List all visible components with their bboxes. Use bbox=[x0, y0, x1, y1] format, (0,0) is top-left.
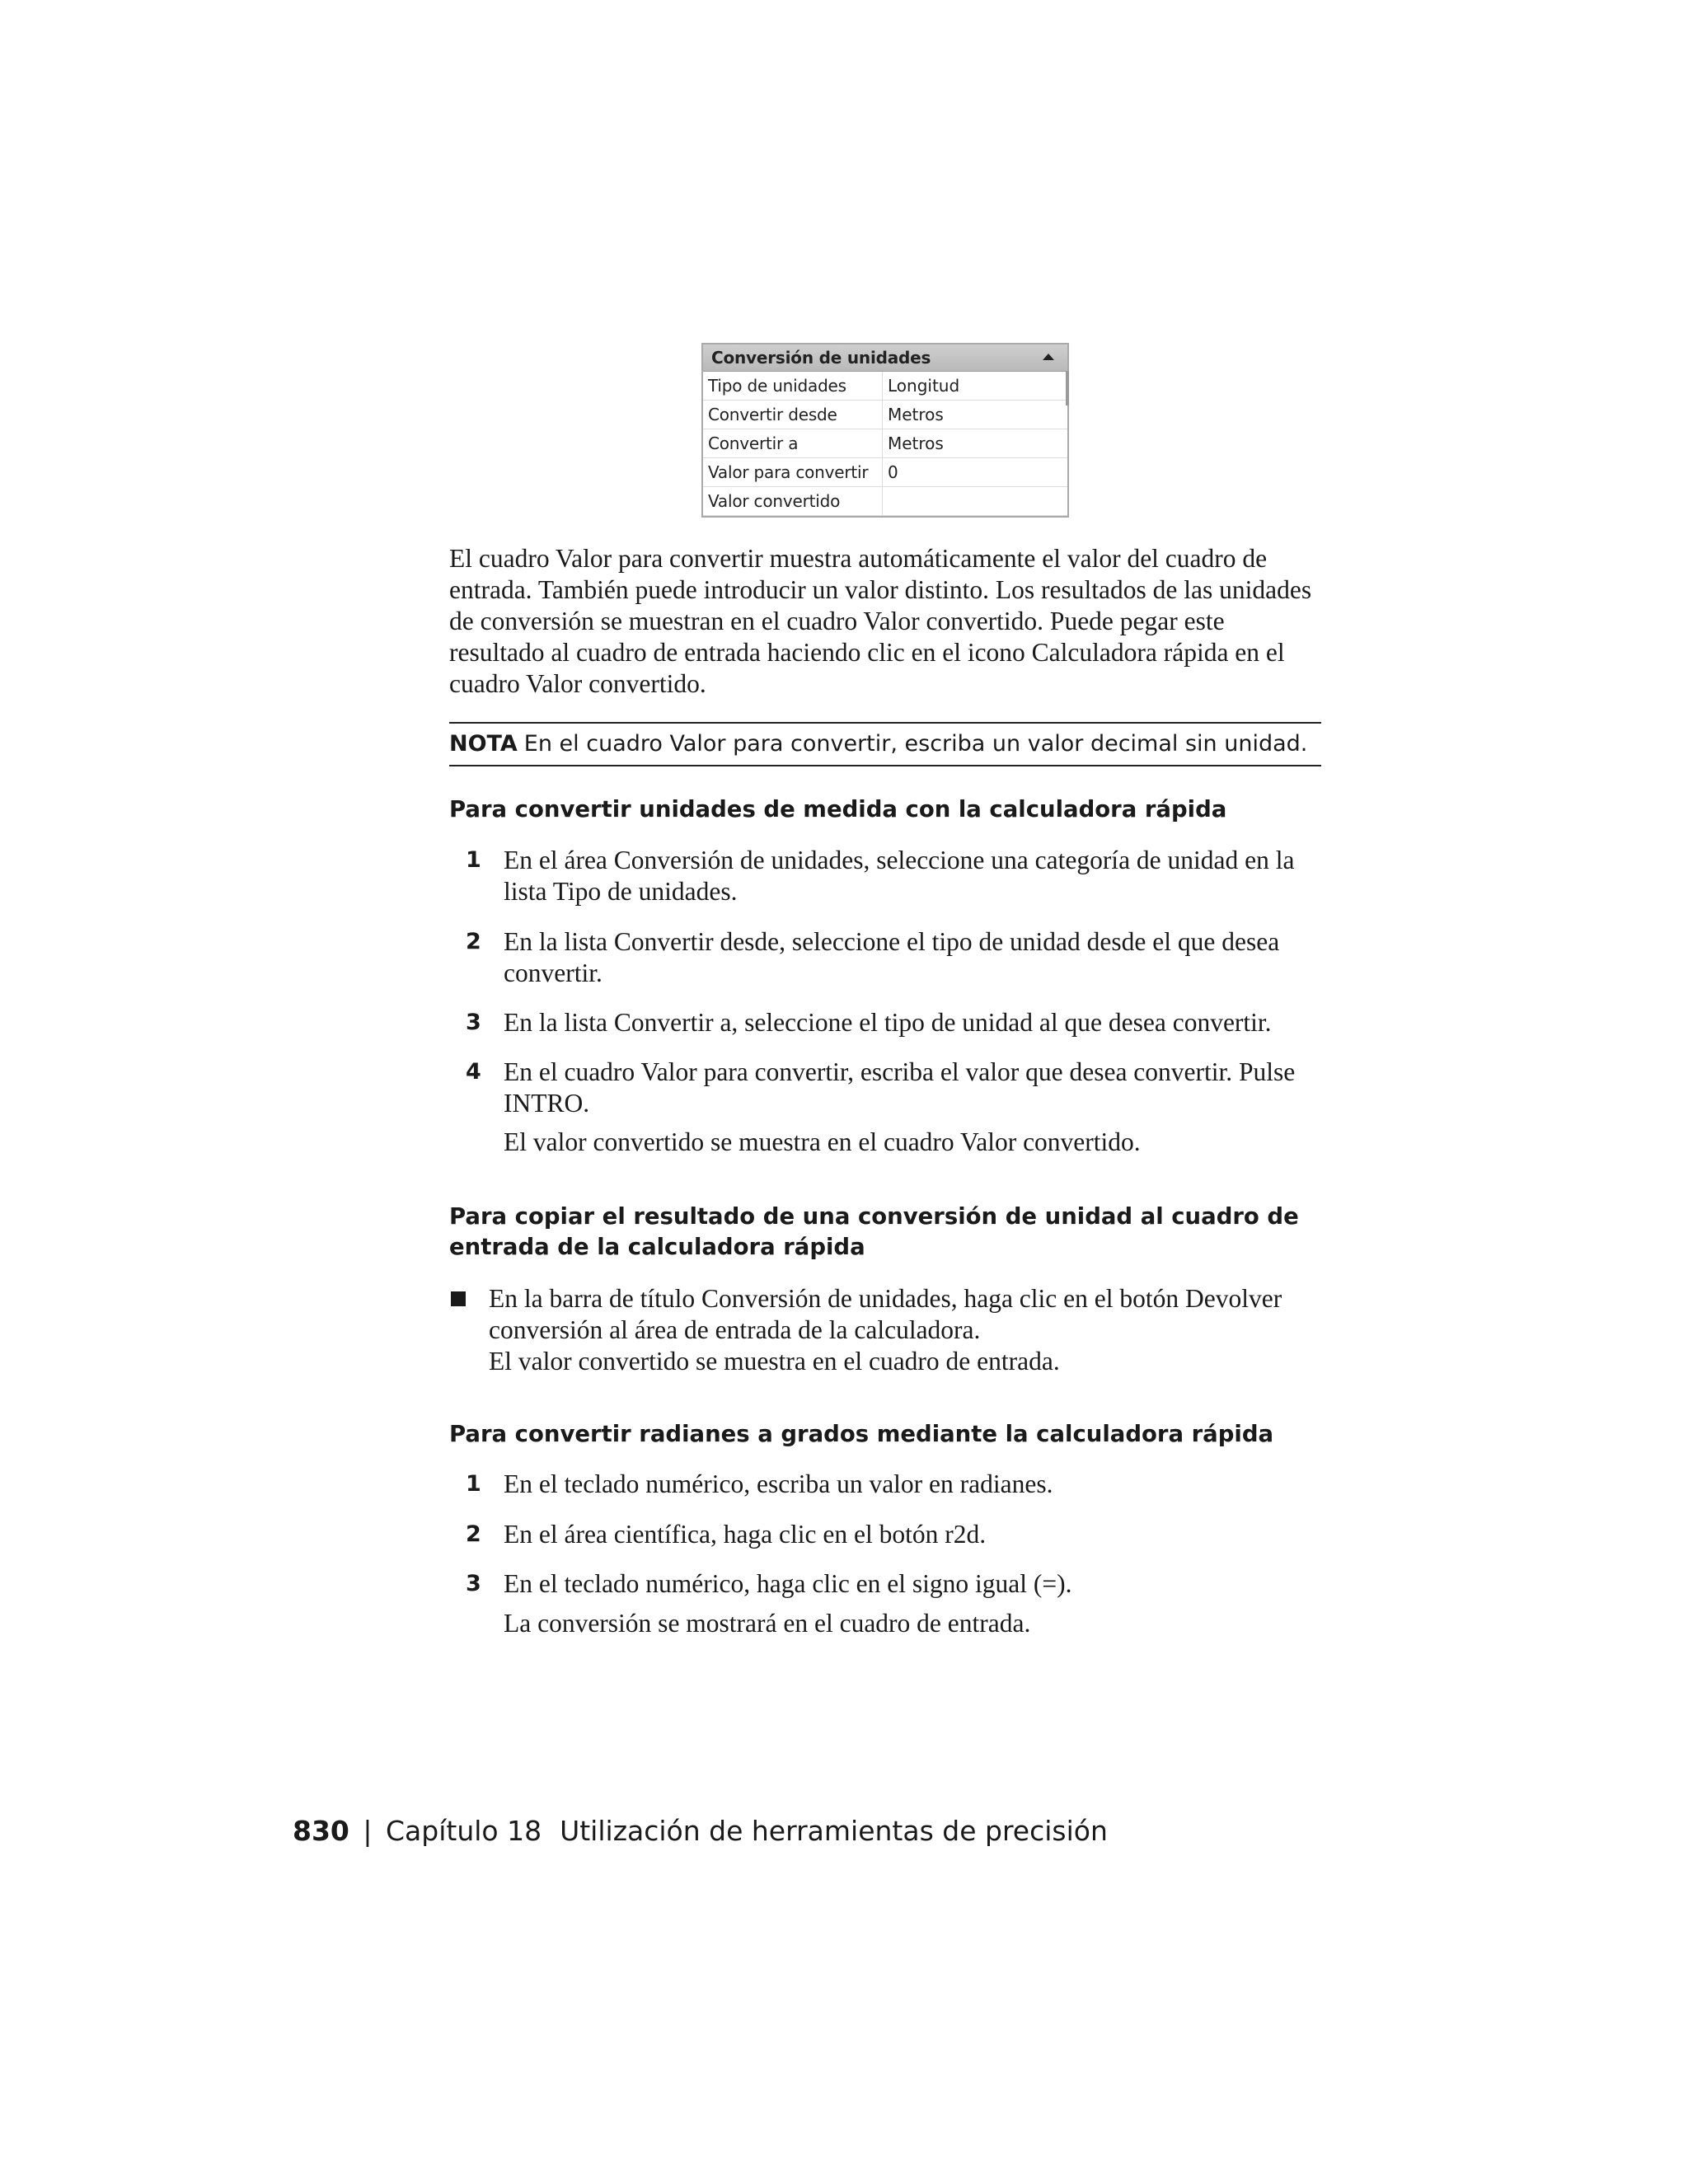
row-value: Longitud bbox=[888, 376, 960, 396]
intro-paragraph: El cuadro Valor para convertir muestra automáticamente el valor del cuadro de entrada. También puede introducir un valor distinto. Los resultados de las unidades de conversión se muestran en el cuadro Valor convertido. Puede pegar este resultado al cuadro de entrada haciendo clic en el icono Calculadora rápida en el cuadro Valor convertido. bbox=[449, 544, 1312, 698]
note-text: En el cuadro Valor para convertir, escriba un valor decimal sin unidad. bbox=[523, 731, 1308, 757]
bullet-item bbox=[449, 1283, 1323, 1377]
step-number: 1 bbox=[466, 1471, 481, 1497]
panel-scrollbar bbox=[1066, 371, 1069, 405]
step-item bbox=[449, 845, 1323, 907]
step-text: En el área científica, haga clic en el botón r2d. bbox=[504, 1520, 987, 1549]
row-value: Metros bbox=[888, 405, 944, 424]
step-item bbox=[449, 1007, 1323, 1038]
step-text: En el cuadro Valor para convertir, escriba el valor que desea convertir. Pulse INTRO. bbox=[504, 1057, 1296, 1118]
row-label: Convertir desde bbox=[703, 401, 883, 429]
step-number: 2 bbox=[466, 929, 481, 954]
step-number: 4 bbox=[466, 1059, 481, 1085]
step-number: 1 bbox=[466, 847, 481, 873]
note-label: NOTA bbox=[449, 731, 518, 757]
panel-title-bar bbox=[703, 344, 1067, 372]
row-label: Convertir a bbox=[703, 429, 883, 457]
step-item bbox=[449, 1568, 1323, 1600]
collapse-arrow-icon bbox=[1043, 354, 1054, 360]
step-item bbox=[449, 1469, 1323, 1500]
panel-title: Conversión de unidades bbox=[711, 348, 931, 368]
step-number: 2 bbox=[466, 1521, 481, 1547]
chapter-title: Utilización de herramientas de precisión bbox=[560, 1815, 1108, 1847]
page-number: 830 bbox=[293, 1815, 349, 1847]
square-bullet-icon bbox=[451, 1291, 466, 1306]
row-label: Tipo de unidades bbox=[703, 372, 883, 400]
step-item bbox=[449, 1057, 1323, 1119]
step-item bbox=[449, 926, 1323, 989]
row-label: Valor para convertir bbox=[703, 458, 883, 486]
unit-conversion-panel bbox=[701, 343, 1069, 518]
panel-row-value-to-convert bbox=[703, 458, 1067, 487]
step-text: En el teclado numérico, escriba un valor en radianes. bbox=[504, 1469, 1053, 1498]
step-result: La conversión se mostrará en el cuadro de entrada. bbox=[504, 1609, 1031, 1638]
step-item bbox=[449, 1519, 1323, 1550]
panel-row-unit-type bbox=[703, 372, 1067, 401]
step-text: En el teclado numérico, haga clic en el signo igual (=). bbox=[504, 1569, 1072, 1598]
row-value bbox=[883, 487, 888, 515]
row-value: 0 bbox=[888, 462, 898, 482]
row-label: Valor convertido bbox=[703, 487, 883, 515]
panel-row-convert-from bbox=[703, 401, 1067, 429]
step-text: En la lista Convertir desde, seleccione el tipo de unidad desde el que desea convertir. bbox=[504, 927, 1280, 987]
bullet-text: En la barra de título Conversión de unidades, haga clic en el botón Devolver conversión al área de entrada de la calculadora. bbox=[489, 1284, 1282, 1344]
panel-row-convert-to bbox=[703, 429, 1067, 458]
step-text: En la lista Convertir a, seleccione el tipo de unidad al que desea convertir. bbox=[504, 1008, 1272, 1037]
page-footer bbox=[293, 1813, 1108, 1849]
section-heading-convert-units: Para convertir unidades de medida con la calculadora rápida bbox=[449, 796, 1227, 823]
step-result: El valor convertido se muestra en el cuadro Valor convertido. bbox=[504, 1127, 1141, 1156]
step-text: En el área Conversión de unidades, seleccione una categoría de unidad en la lista Tipo de unidades. bbox=[504, 846, 1295, 906]
section-heading-copy-result: Para copiar el resultado de una conversión de unidad al cuadro de entrada de la calculadora rápida bbox=[449, 1203, 1299, 1260]
section-heading-radians: Para convertir radianes a grados mediante la calculadora rápida bbox=[449, 1421, 1274, 1447]
panel-row-converted-value bbox=[703, 487, 1067, 516]
chapter-label: Capítulo 18 bbox=[386, 1815, 542, 1847]
footer-separator: | bbox=[363, 1815, 373, 1847]
row-value: Metros bbox=[888, 434, 944, 453]
note-box bbox=[449, 722, 1321, 766]
step-number: 3 bbox=[466, 1571, 481, 1596]
step-number: 3 bbox=[466, 1010, 481, 1035]
bullet-result: El valor convertido se muestra en el cuadro de entrada. bbox=[489, 1347, 1060, 1376]
